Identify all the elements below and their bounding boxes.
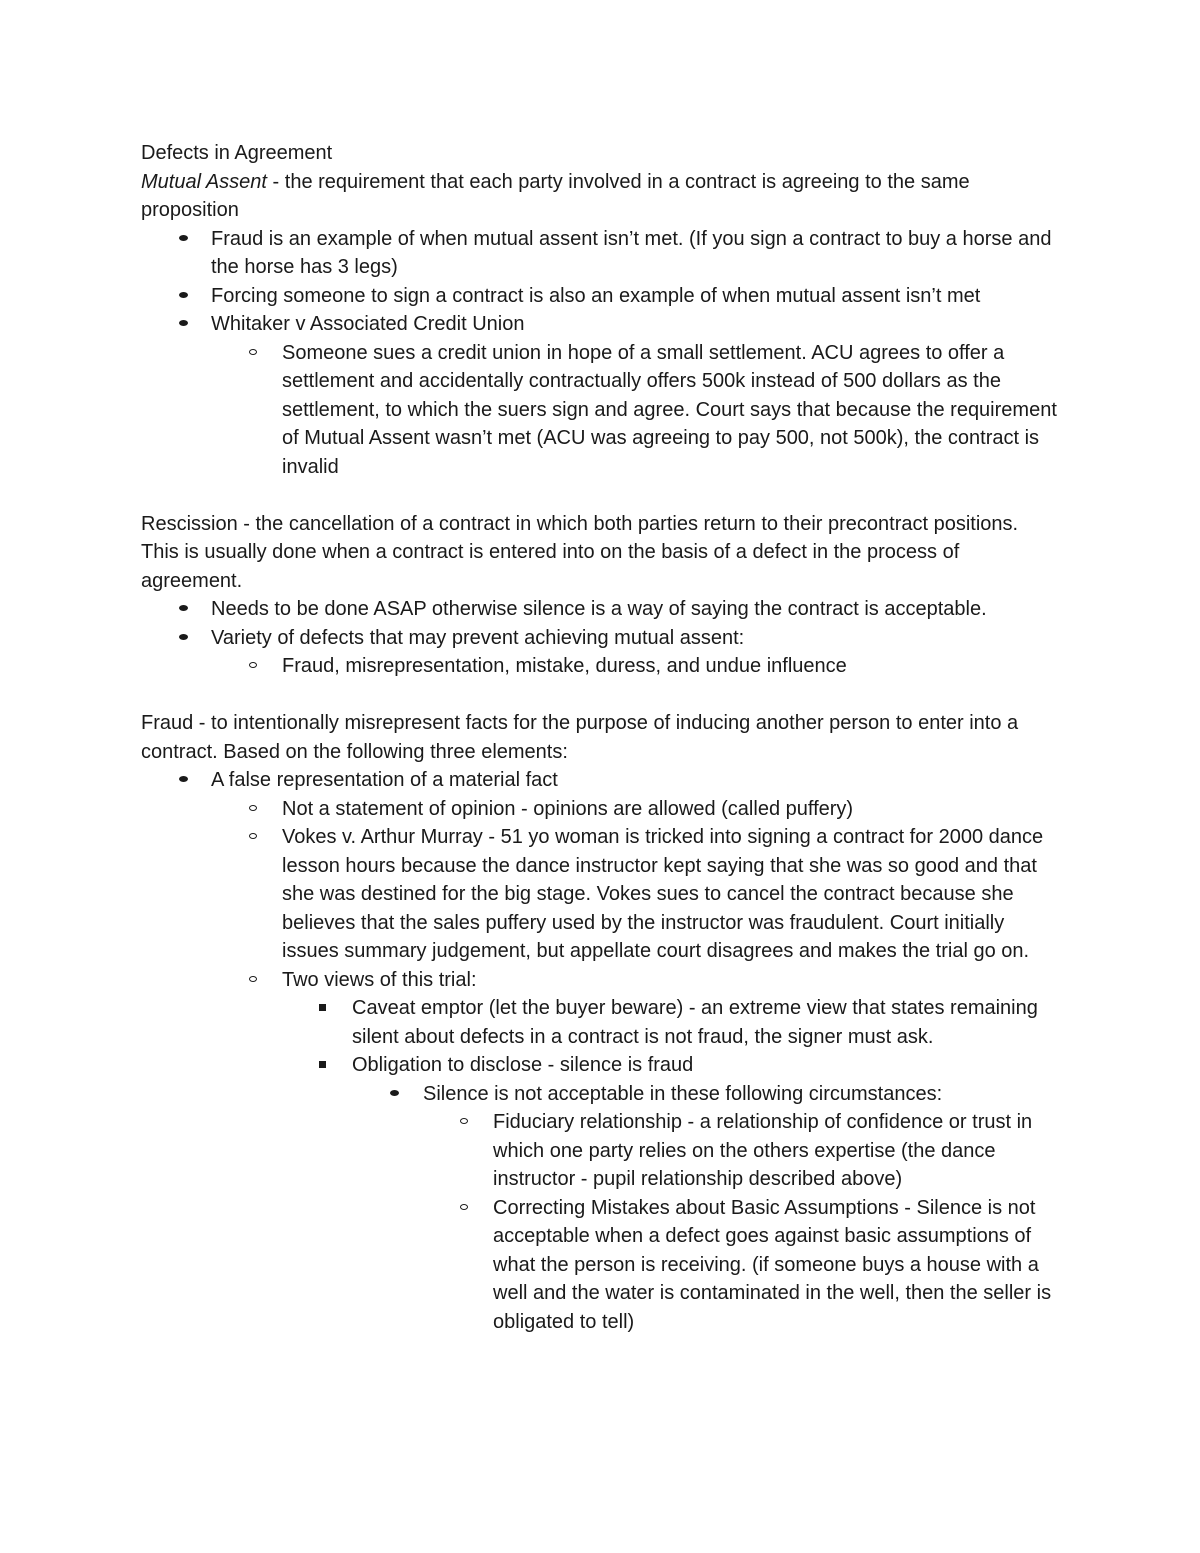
bullet-disc-icon: [179, 310, 188, 339]
list-item: Whitaker v Associated Credit Union: [141, 310, 1061, 339]
list-item: Silence is not acceptable in these following circumstances:: [141, 1080, 1061, 1109]
bullet-circle-icon: [249, 652, 257, 681]
fraud-definition: Fraud - to intentionally misrepresent facts for the purpose of inducing another person to enter into a contract. Based on the following three elements:: [141, 712, 1019, 763]
bullet-square-icon: [319, 1051, 326, 1080]
list-item: A false representation of a material fact: [141, 766, 1061, 795]
bullet-circle-icon: [249, 966, 257, 995]
bullet-circle-icon: [460, 1194, 468, 1223]
list-item: Two views of this trial:: [141, 966, 1061, 995]
list-item: Someone sues a credit union in hope of a small settlement. ACU agrees to offer a settlement and accidentally contractually offers 500k instead of 500 dollars as the settlement, to which the suers sign and agree. Court says that because the requirement of Mutual Assent wasn’t met (ACU was agreeing to pay 500, not 500k), the contract is invalid: [141, 339, 1061, 482]
bullet-disc-icon: [179, 766, 188, 795]
bullet-disc-icon: [179, 225, 188, 254]
list-item: Fiduciary relationship - a relationship of confidence or trust in which one party relies on the others expertise (the dance instructor - pupil relationship described above): [141, 1108, 1061, 1194]
list-item: Not a statement of opinion - opinions are allowed (called puffery): [141, 795, 1061, 824]
spacer: [141, 481, 1061, 510]
document-body: [141, 139, 1061, 1336]
bullet-circle-icon: [249, 823, 257, 852]
mutual-assent-term: Mutual Assent: [141, 170, 267, 193]
bullet-disc-icon: [179, 282, 188, 311]
bullet-square-icon: [319, 994, 326, 1023]
list-item: Correcting Mistakes about Basic Assumptions - Silence is not acceptable when a defect goes against basic assumptions of what the person is receiving. (if someone buys a house with a well and the water is contaminated in the well, then the seller is obligated to tell): [141, 1194, 1061, 1337]
mutual-assent-definition: [141, 168, 1061, 225]
mutual-assent-text: - the requirement that each party involved in a contract is agreeing to the same proposition: [141, 170, 970, 221]
bullet-circle-icon: [460, 1108, 468, 1137]
page-title: Defects in Agreement: [141, 142, 333, 164]
list-item: Needs to be done ASAP otherwise silence is a way of saying the contract is acceptable.: [141, 595, 1061, 624]
list-item: Fraud, misrepresentation, mistake, duress, and undue influence: [141, 652, 1061, 681]
bullet-disc-icon: [179, 595, 188, 624]
list-item: Forcing someone to sign a contract is also an example of when mutual assent isn’t met: [141, 282, 1061, 311]
bullet-disc-icon: [390, 1080, 399, 1109]
rescission-definition: Rescission - the cancellation of a contract in which both parties return to their precontract positions. This is usually done when a contract is entered into on the basis of a defect in the process of agreement.: [141, 512, 1019, 592]
bullet-circle-icon: [249, 795, 257, 824]
list-item: Obligation to disclose - silence is fraud: [141, 1051, 1061, 1080]
list-item: Caveat emptor (let the buyer beware) - an extreme view that states remaining silent about defects in a contract is not fraud, the signer must ask.: [141, 994, 1061, 1051]
bullet-circle-icon: [249, 339, 257, 368]
spacer: [141, 681, 1061, 710]
list-item: Vokes v. Arthur Murray - 51 yo woman is tricked into signing a contract for 2000 dance lesson hours because the dance instructor kept saying that she was so good and that she was destined for the big stage. Vokes sues to cancel the contract because she believes that the sales puffery used by the instructor was fraudulent. Court initially issues summary judgement, but appellate court disagrees and makes the trial go on.: [141, 823, 1061, 966]
list-item: Fraud is an example of when mutual assent isn’t met. (If you sign a contract to buy a horse and the horse has 3 legs): [141, 225, 1061, 282]
list-item: Variety of defects that may prevent achieving mutual assent:: [141, 624, 1061, 653]
bullet-disc-icon: [179, 624, 188, 653]
